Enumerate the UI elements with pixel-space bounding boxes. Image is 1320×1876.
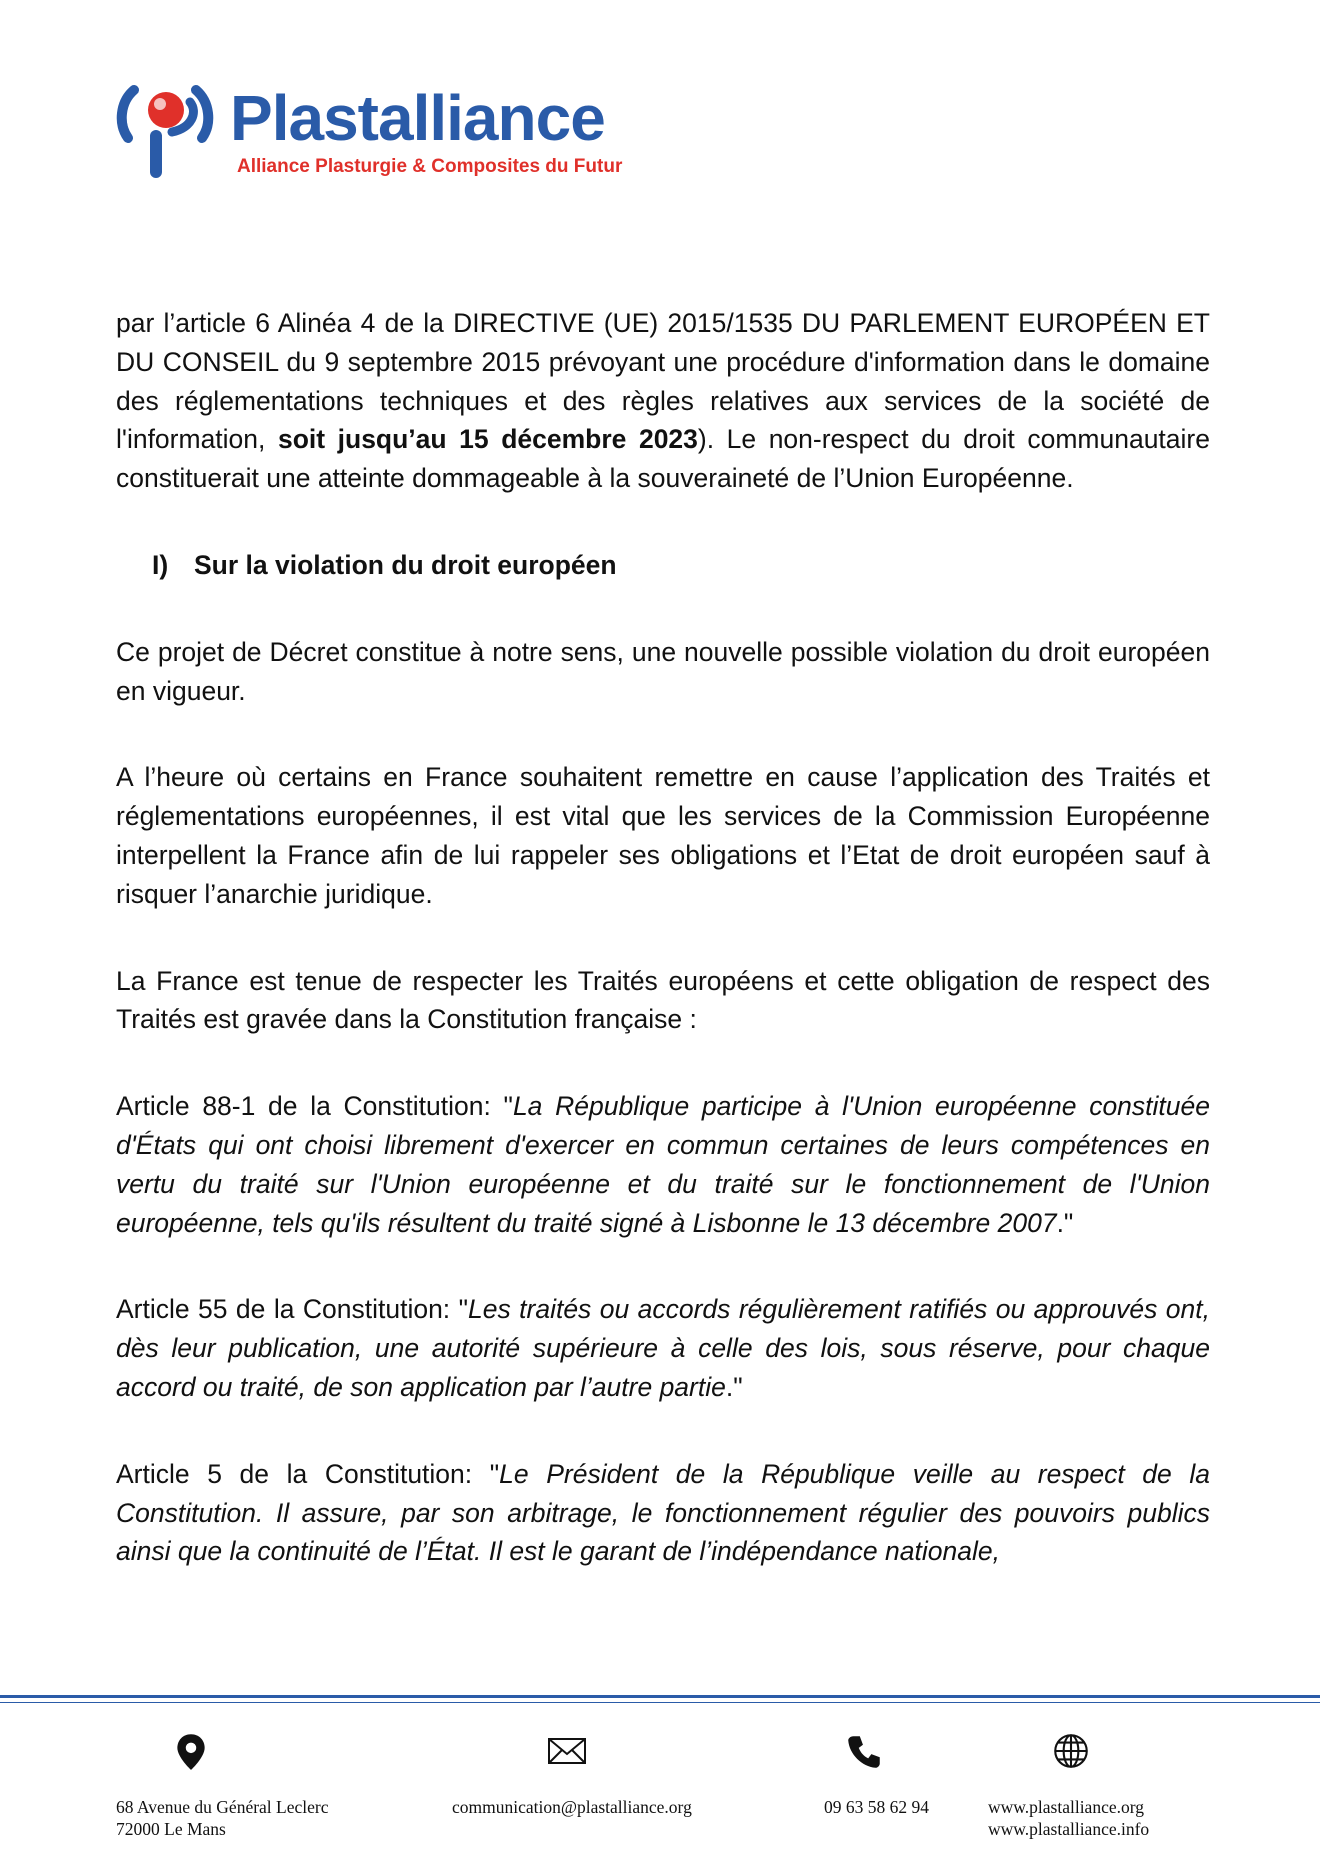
- article-lead: Article 55 de la Constitution: ": [116, 1294, 468, 1325]
- address-line: 72000 Le Mans: [116, 1819, 226, 1839]
- article-lead: Article 5 de la Constitution: ": [116, 1458, 500, 1489]
- article-quote: La République participe à l'Union européenne constituée d'États qui ont choisi librement d'exercer en commun certaines de leurs compétences en vertu du traité sur l'Union européenne et du traité sur le fonctionnement de l'Union européenne, tels qu'ils résultent du traité signé à Lisbonne le 13 décembre 2007: [116, 1091, 1210, 1238]
- globe-icon: [1050, 1730, 1092, 1772]
- footer-phone[interactable]: 09 63 58 62 94: [824, 1797, 929, 1817]
- website-link[interactable]: www.plastalliance.org: [988, 1797, 1144, 1817]
- footer-address: [116, 1796, 329, 1840]
- article-quote: Les traités ou accords régulièrement ratifiés ou approuvés ont, dès leur publication, une autorité supérieure à celle des lois, sous réserve, pour chaque accord ou traité, de son application par l’autre partie: [116, 1294, 1210, 1402]
- brand-tagline: Alliance Plasturgie & Composites du Futur: [237, 156, 623, 177]
- article-quote: Le Président de la République veille au respect de la Constitution. Il assure, par son arbitrage, le fonctionnement régulier des pouvoirs publics ainsi que la continuité de l’État. Il est le garant de l’indépendance nationale,: [116, 1458, 1210, 1567]
- paragraph-text: ). Le non-respect du droit communautaire constituerait une atteinte dommageable à la souveraineté de l’Union Européenne.: [116, 424, 1210, 494]
- website-link[interactable]: www.plastalliance.info: [988, 1819, 1150, 1839]
- paragraph-france: La France est tenue de respecter les Traités européens et cette obligation de respect des Traités est gravée dans la Constitution française :: [116, 965, 1210, 1035]
- document-body: [116, 304, 1210, 1571]
- footer-divider: [0, 1695, 1320, 1698]
- section-heading: [116, 546, 1210, 585]
- logo: [112, 72, 623, 182]
- plastalliance-logo-icon: [112, 72, 222, 182]
- footer-email[interactable]: communication@plastalliance.org: [452, 1797, 692, 1817]
- location-pin-icon: [170, 1730, 212, 1772]
- phone-icon: [843, 1730, 885, 1772]
- envelope-icon: [546, 1730, 588, 1772]
- address-line: 68 Avenue du Général Leclerc: [116, 1797, 329, 1817]
- brand-name: Plastalliance: [230, 82, 605, 154]
- bold-deadline: soit jusqu’au 15 décembre 2023: [277, 424, 698, 455]
- footer-divider-thin: [0, 1702, 1320, 1703]
- paragraph-violation: Ce projet de Décret constitue à notre sens, une nouvelle possible violation du droit européen en vigueur.: [116, 636, 1210, 706]
- paragraph-article-55: [116, 1290, 1210, 1406]
- paragraph-directive: [116, 304, 1210, 498]
- footer-websites: [988, 1796, 1149, 1840]
- paragraph-heure: A l’heure où certains en France souhaitent remettre en cause l’application des Traités et réglementations européennes, il est vital que les services de la Commission Européenne interpellent la France afin de lui rappeler ses obligations et l’Etat de droit européen sauf à risquer l’anarchie juridique.: [116, 762, 1210, 909]
- paragraph-text: par l’article 6 Alinéa 4 de la DIRECTIVE (UE) 2015/1535 DU PARLEMENT EUROPÉEN ET DU CONSEIL du 9 septembre 2015 prévoyant une procédure d'information dans le domaine des réglementations techniques et des règles relatives aux services de la société de l'information,: [116, 308, 1210, 455]
- heading-number: I): [152, 549, 169, 580]
- paragraph-article-88-1: [116, 1087, 1210, 1242]
- paragraph-article-5: [116, 1455, 1210, 1571]
- article-end: .": [725, 1371, 743, 1402]
- heading-text: Sur la violation du droit européen: [194, 549, 617, 580]
- article-end: .": [1056, 1207, 1074, 1238]
- article-lead: Article 88-1 de la Constitution: ": [116, 1091, 513, 1122]
